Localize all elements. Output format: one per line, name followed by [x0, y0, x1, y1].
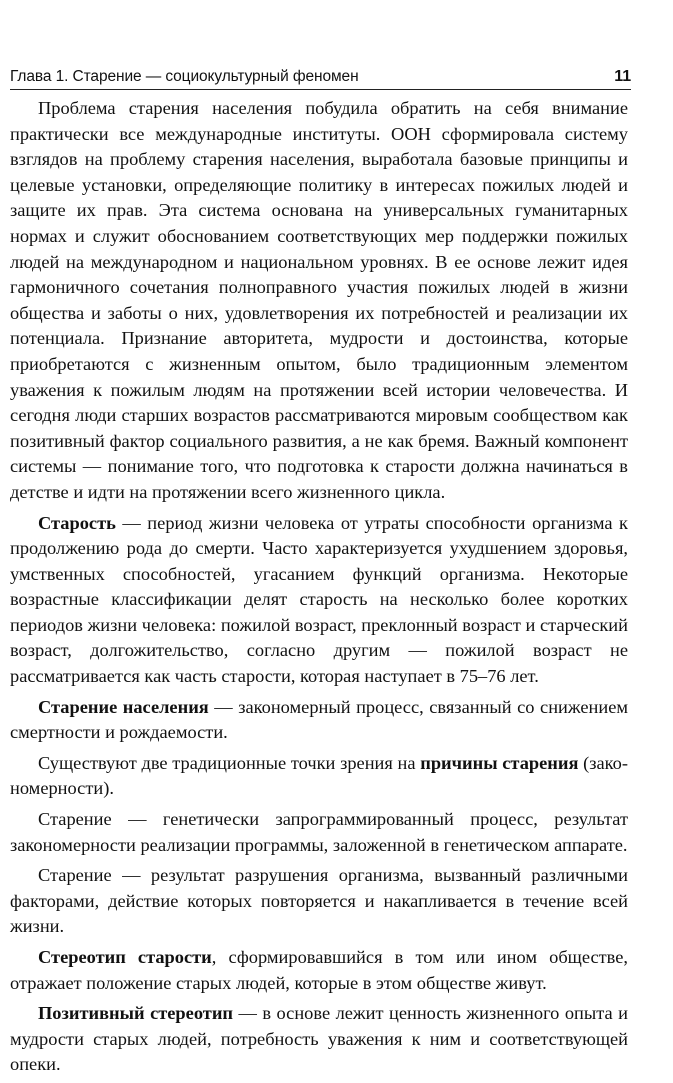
term-old-age: Старость	[38, 512, 116, 533]
paragraph-old-age-definition: Старость — период жизни человека от утраты способности организма к продолжению рода до смерти. Часто характеризуется ухудшением здоровья, умственных способностей, угасанием функций организма. Некоторые возрастные классификации делят старость на несколько более коротких периодов жизни человека: пожилой возраст, преклонный возраст и старческий возраст, долгожительство, согласно другим — пожилой возраст не рассматривается как часть старости, которая наступает в 75–76 лет.	[10, 512, 628, 687]
running-head	[10, 62, 631, 86]
chapter-title: Глава 1. Старение — социокультурный феномен	[10, 68, 359, 85]
paragraph-aging-problem: Проблема старения населения побудила обратить на себя внимание практически все международные институты. ООН сформировала систему взглядов на проблему старения населения, выработала базовые принципы и целевые установки, определяющие политику в интересах пожилых людей и защите их прав. Эта система основана на универсальных гуманитарных нормах и служит обоснованием соответствующих мер поддержки пожилых людей на международном и национальном уровнях. В ее основе лежит идея гармоничного сочетания полноправного участия пожилых людей в жизни общества и заботы о них, удовлетворения их потребностей и реализации их потенциала. Признание авторитета, мудрости и достоинства, которые приобретаются с жизненным опытом, было традиционным элементом уважения к пожилым людям на протяжении всей истории человечества. И сегодня люди старших возрастов рассматриваются мировым сообществом как позитивный фактор социального развития, а не как бремя. Важный компонент системы — понимание того, что подготовка к старости должна начинаться в детстве и идти на протяжении всего жизненного цикла.	[10, 98, 628, 502]
term-population-aging: Старение населения	[38, 696, 209, 717]
term-positive-stereotype: Позитивный стереотип	[38, 1003, 234, 1024]
paragraph-destruction-aging: Старение — результат разрушения организма, вызванный различными факторами, действие которых повторяется и накапливается в течение всей жизни.	[10, 865, 628, 937]
paragraph-aging-causes: Существуют две традиционные точки зрения на причины старения (закономерности).	[10, 752, 628, 799]
term-aging-causes: причины старения	[420, 752, 579, 773]
paragraph-old-age-stereotype: Стереотип старости, сформировавшийся в том или ином обществе, отражает положение старых людей, которые в этом обществе живут.	[10, 947, 628, 993]
term-old-age-stereotype: Стереотип старости	[38, 947, 212, 967]
paragraph-population-aging: Старение населения — закономерный процесс, связанный со снижением смертности и рождаемости.	[10, 696, 628, 743]
body-text	[10, 96, 628, 1083]
page-number: 11	[614, 68, 631, 85]
header-divider	[10, 89, 631, 90]
paragraph-positive-stereotype: Позитивный стереотип — в основе лежит ценность жизненного опыта и мудрости старых людей, потребность уважения к ним и соответствующей опеки.	[10, 1003, 628, 1075]
paragraph-genetic-aging: Старение — генетически запрограммированный процесс, результат закономерности реализации программы, заложенной в генетическом аппарате.	[10, 809, 628, 855]
